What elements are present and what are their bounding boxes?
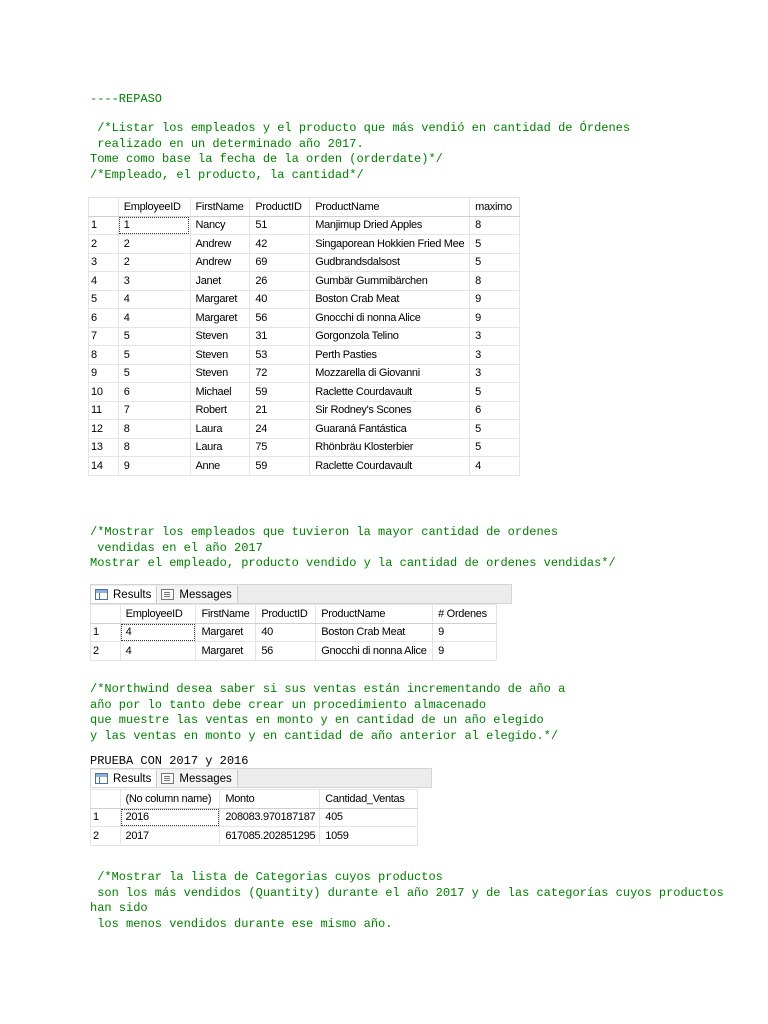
tab-messages[interactable] — [157, 586, 237, 603]
table-cell[interactable]: 5 — [470, 420, 520, 439]
table-cell[interactable]: 4 — [120, 642, 196, 661]
row-number[interactable]: 2 — [91, 827, 121, 846]
tab-results[interactable] — [91, 586, 157, 603]
table-row[interactable] — [91, 642, 497, 661]
table-row[interactable] — [89, 290, 520, 309]
row-number[interactable]: 5 — [89, 290, 119, 309]
table-row[interactable] — [89, 346, 520, 365]
table-cell[interactable]: Steven — [190, 346, 250, 365]
table-cell[interactable]: Michael — [190, 383, 250, 402]
row-number[interactable]: 12 — [89, 420, 119, 439]
table-cell[interactable]: 4 — [120, 623, 196, 642]
column-header-no-column-name[interactable]: (No column name) — [120, 790, 220, 809]
comment-line: /*Mostrar la lista de Categorias cuyos productos — [90, 870, 443, 884]
comment-line: han sido — [90, 901, 148, 915]
row-number[interactable]: 13 — [89, 438, 119, 457]
table-cell[interactable]: 1 — [118, 216, 190, 235]
table-cell[interactable]: 59 — [250, 457, 310, 476]
table-row[interactable] — [89, 235, 520, 254]
section4-comment — [90, 870, 724, 932]
table-cell[interactable]: 8 — [118, 438, 190, 457]
table-cell[interactable]: 59 — [250, 383, 310, 402]
tab-messages-label: Messages — [179, 772, 232, 785]
table-cell[interactable]: Margaret — [196, 642, 256, 661]
table-cell[interactable]: 21 — [250, 401, 310, 420]
column-header-cantidad-ventas[interactable]: Cantidad_Ventas — [320, 790, 418, 809]
table-row[interactable] — [91, 808, 418, 827]
section3-comment — [90, 682, 565, 744]
table-cell[interactable]: Robert — [190, 401, 250, 420]
column-header-productid[interactable]: ProductID — [250, 198, 310, 217]
table-cell[interactable]: Manjimup Dried Apples — [310, 216, 470, 235]
table-cell[interactable]: 75 — [250, 438, 310, 457]
table-cell[interactable]: 5 — [118, 327, 190, 346]
table-cell[interactable]: Anne — [190, 457, 250, 476]
table-cell[interactable]: 5 — [470, 438, 520, 457]
tab-messages[interactable] — [157, 770, 237, 787]
row-number[interactable]: 3 — [89, 253, 119, 272]
table-cell[interactable]: Perth Pasties — [310, 346, 470, 365]
messages-icon — [161, 589, 174, 600]
results-tab-bar — [90, 768, 432, 788]
table-cell[interactable]: Raclette Courdavault — [310, 457, 470, 476]
row-number[interactable]: 1 — [91, 623, 121, 642]
column-header[interactable] — [89, 198, 119, 217]
table-row[interactable] — [91, 623, 497, 642]
table-cell[interactable]: 56 — [250, 309, 310, 328]
row-number[interactable]: 6 — [89, 309, 119, 328]
table-cell[interactable]: 31 — [250, 327, 310, 346]
tab-messages-label: Messages — [179, 588, 232, 601]
row-number[interactable]: 4 — [89, 272, 119, 291]
row-number[interactable]: 2 — [89, 235, 119, 254]
comment-line: /*Empleado, el producto, la cantidad*/ — [90, 167, 364, 182]
section1-comment — [90, 121, 630, 183]
table-cell[interactable]: 3 — [470, 327, 520, 346]
table-cell[interactable]: Gorgonzola Telino — [310, 327, 470, 346]
comment-line: Mostrar el empleado, producto vendido y la cantidad de ordenes vendidas*/ — [90, 556, 616, 570]
table-cell[interactable]: Andrew — [190, 253, 250, 272]
comment-line: /*Northwind desea saber si sus ventas están incrementando de año a — [90, 682, 566, 696]
table-cell[interactable]: Gnocchi di nonna Alice — [316, 642, 433, 661]
row-number[interactable]: 11 — [89, 401, 119, 420]
table-cell[interactable]: 2017 — [120, 827, 220, 846]
section2-comment — [90, 525, 616, 572]
table-cell[interactable]: 5 — [118, 346, 190, 365]
table-cell[interactable]: 8 — [118, 420, 190, 439]
column-header-employeeid[interactable]: EmployeeID — [120, 605, 196, 624]
table-cell[interactable]: Steven — [190, 364, 250, 383]
table-cell[interactable]: 56 — [256, 642, 316, 661]
table-row[interactable] — [89, 216, 520, 235]
table-cell[interactable]: Laura — [190, 420, 250, 439]
column-header-employeeid[interactable]: EmployeeID — [118, 198, 190, 217]
table-cell[interactable]: 9 — [118, 457, 190, 476]
column-header-productid[interactable]: ProductID — [256, 605, 316, 624]
table-cell[interactable]: Mozzarella di Giovanni — [310, 364, 470, 383]
table-cell[interactable]: 5 — [118, 364, 190, 383]
top-orders-grid — [90, 604, 497, 661]
table-cell[interactable]: Boston Crab Meat — [316, 623, 433, 642]
comment-line: y las ventas en monto y en cantidad de año anterior al elegido.*/ — [90, 728, 559, 743]
table-cell[interactable]: 4 — [118, 309, 190, 328]
table-row[interactable] — [89, 253, 520, 272]
table-cell[interactable]: Boston Crab Meat — [310, 290, 470, 309]
table-cell[interactable]: Andrew — [190, 235, 250, 254]
table-row[interactable] — [89, 383, 520, 402]
column-header-monto[interactable]: Monto — [220, 790, 320, 809]
employees-max-product-grid — [88, 197, 520, 476]
table-cell[interactable]: 42 — [250, 235, 310, 254]
table-cell[interactable]: 3 — [470, 364, 520, 383]
table-cell[interactable]: 405 — [320, 808, 418, 827]
row-number[interactable]: 10 — [89, 383, 119, 402]
table-row[interactable] — [89, 309, 520, 328]
table-row[interactable] — [89, 327, 520, 346]
section1-header: ----REPASO — [90, 92, 163, 106]
table-cell[interactable]: Gnocchi di nonna Alice — [310, 309, 470, 328]
table-row[interactable] — [89, 420, 520, 439]
column-header-productname[interactable]: ProductName — [310, 198, 470, 217]
table-cell[interactable]: Janet — [190, 272, 250, 291]
table-cell[interactable]: 5 — [470, 383, 520, 402]
row-number[interactable]: 1 — [89, 216, 119, 235]
column-header-maximo[interactable]: maximo — [470, 198, 520, 217]
table-cell[interactable]: Margaret — [190, 309, 250, 328]
comment-line: que muestre las ventas en monto y en cantidad de un año elegido — [90, 713, 544, 727]
table-cell[interactable]: 208083.970187187 — [220, 808, 320, 827]
table-cell[interactable]: 5 — [470, 253, 520, 272]
table-cell[interactable]: Sir Rodney's Scones — [310, 401, 470, 420]
row-number[interactable]: 9 — [89, 364, 119, 383]
table-cell[interactable]: 72 — [250, 364, 310, 383]
column-header-productname[interactable]: ProductName — [316, 605, 433, 624]
row-number[interactable]: 2 — [91, 642, 121, 661]
table-row[interactable] — [91, 827, 418, 846]
row-number[interactable]: 1 — [91, 808, 121, 827]
table-cell[interactable]: 8 — [470, 216, 520, 235]
table-cell[interactable]: Singaporean Hokkien Fried Mee — [310, 235, 470, 254]
table-row[interactable] — [89, 401, 520, 420]
results-grid-icon — [95, 589, 108, 600]
comment-line: realizado en un determinado año 2017. — [90, 136, 364, 151]
table-cell[interactable]: 6 — [118, 383, 190, 402]
comment-line: Tome como base la fecha de la orden (orderdate)*/ — [90, 152, 443, 166]
tab-results[interactable] — [91, 770, 157, 787]
table-cell[interactable]: Rhönbräu Klosterbier — [310, 438, 470, 457]
table-cell[interactable]: 9 — [470, 309, 520, 328]
table-cell[interactable]: 26 — [250, 272, 310, 291]
table-cell[interactable]: 4 — [118, 290, 190, 309]
column-header-firstname[interactable]: FirstName — [190, 198, 250, 217]
row-number[interactable]: 7 — [89, 327, 119, 346]
table-cell[interactable]: 24 — [250, 420, 310, 439]
row-number[interactable]: 14 — [89, 457, 119, 476]
column-header[interactable] — [91, 605, 121, 624]
tab-results-label: Results — [113, 772, 152, 785]
table-cell[interactable]: Gumbär Gummibärchen — [310, 272, 470, 291]
table-cell[interactable]: 6 — [470, 401, 520, 420]
comment-line: vendidas en el año 2017 — [90, 540, 263, 555]
table-cell[interactable]: 2 — [118, 253, 190, 272]
table-cell[interactable]: 69 — [250, 253, 310, 272]
prueba-line: PRUEBA CON 2017 y 2016 — [90, 754, 249, 768]
column-header-ordenes[interactable]: # Ordenes — [433, 605, 497, 624]
table-cell[interactable]: 2 — [118, 235, 190, 254]
table-cell[interactable]: 40 — [250, 290, 310, 309]
table-cell[interactable]: Steven — [190, 327, 250, 346]
table-cell[interactable]: Raclette Courdavault — [310, 383, 470, 402]
table-cell[interactable]: 9 — [433, 623, 497, 642]
sales-comparison-grid — [90, 789, 418, 846]
table-cell[interactable]: Margaret — [190, 290, 250, 309]
table-cell[interactable]: 40 — [256, 623, 316, 642]
table-cell[interactable]: Laura — [190, 438, 250, 457]
table-cell[interactable]: 9 — [470, 290, 520, 309]
table-cell[interactable]: 3 — [470, 346, 520, 365]
table-row[interactable] — [89, 438, 520, 457]
comment-line: /*Mostrar los empleados que tuvieron la mayor cantidad de ordenes — [90, 525, 559, 539]
row-number[interactable]: 8 — [89, 346, 119, 365]
table-cell[interactable]: 5 — [470, 235, 520, 254]
table-cell[interactable]: Gudbrandsdalsost — [310, 253, 470, 272]
table-cell[interactable]: 3 — [118, 272, 190, 291]
table-row[interactable] — [89, 364, 520, 383]
comment-line: /*Listar los empleados y el producto que más vendió en cantidad de Órdenes — [90, 121, 631, 135]
table-cell[interactable]: Guaraná Fantástica — [310, 420, 470, 439]
tab-results-label: Results — [113, 588, 152, 601]
results-tab-bar — [90, 584, 512, 604]
table-row[interactable] — [89, 457, 520, 476]
table-row[interactable] — [89, 272, 520, 291]
results-grid-icon — [95, 773, 108, 784]
table-cell[interactable]: Nancy — [190, 216, 250, 235]
messages-icon — [161, 773, 174, 784]
comment-line: son los más vendidos (Quantity) durante el año 2017 y de las categorías cuyos productos — [90, 885, 724, 900]
column-header-firstname[interactable]: FirstName — [196, 605, 256, 624]
table-cell[interactable]: Margaret — [196, 623, 256, 642]
table-cell[interactable]: 1059 — [320, 827, 418, 846]
table-cell[interactable]: 2016 — [120, 808, 220, 827]
column-header[interactable] — [91, 790, 121, 809]
table-cell[interactable]: 8 — [470, 272, 520, 291]
table-cell[interactable]: 9 — [433, 642, 497, 661]
comment-line: año por lo tanto debe crear un procedimiento almacenado — [90, 697, 487, 712]
table-cell[interactable]: 4 — [470, 457, 520, 476]
table-cell[interactable]: 53 — [250, 346, 310, 365]
comment-line: los menos vendidos durante ese mismo año. — [90, 916, 393, 931]
table-cell[interactable]: 51 — [250, 216, 310, 235]
table-cell[interactable]: 617085.202851295 — [220, 827, 320, 846]
table-cell[interactable]: 7 — [118, 401, 190, 420]
